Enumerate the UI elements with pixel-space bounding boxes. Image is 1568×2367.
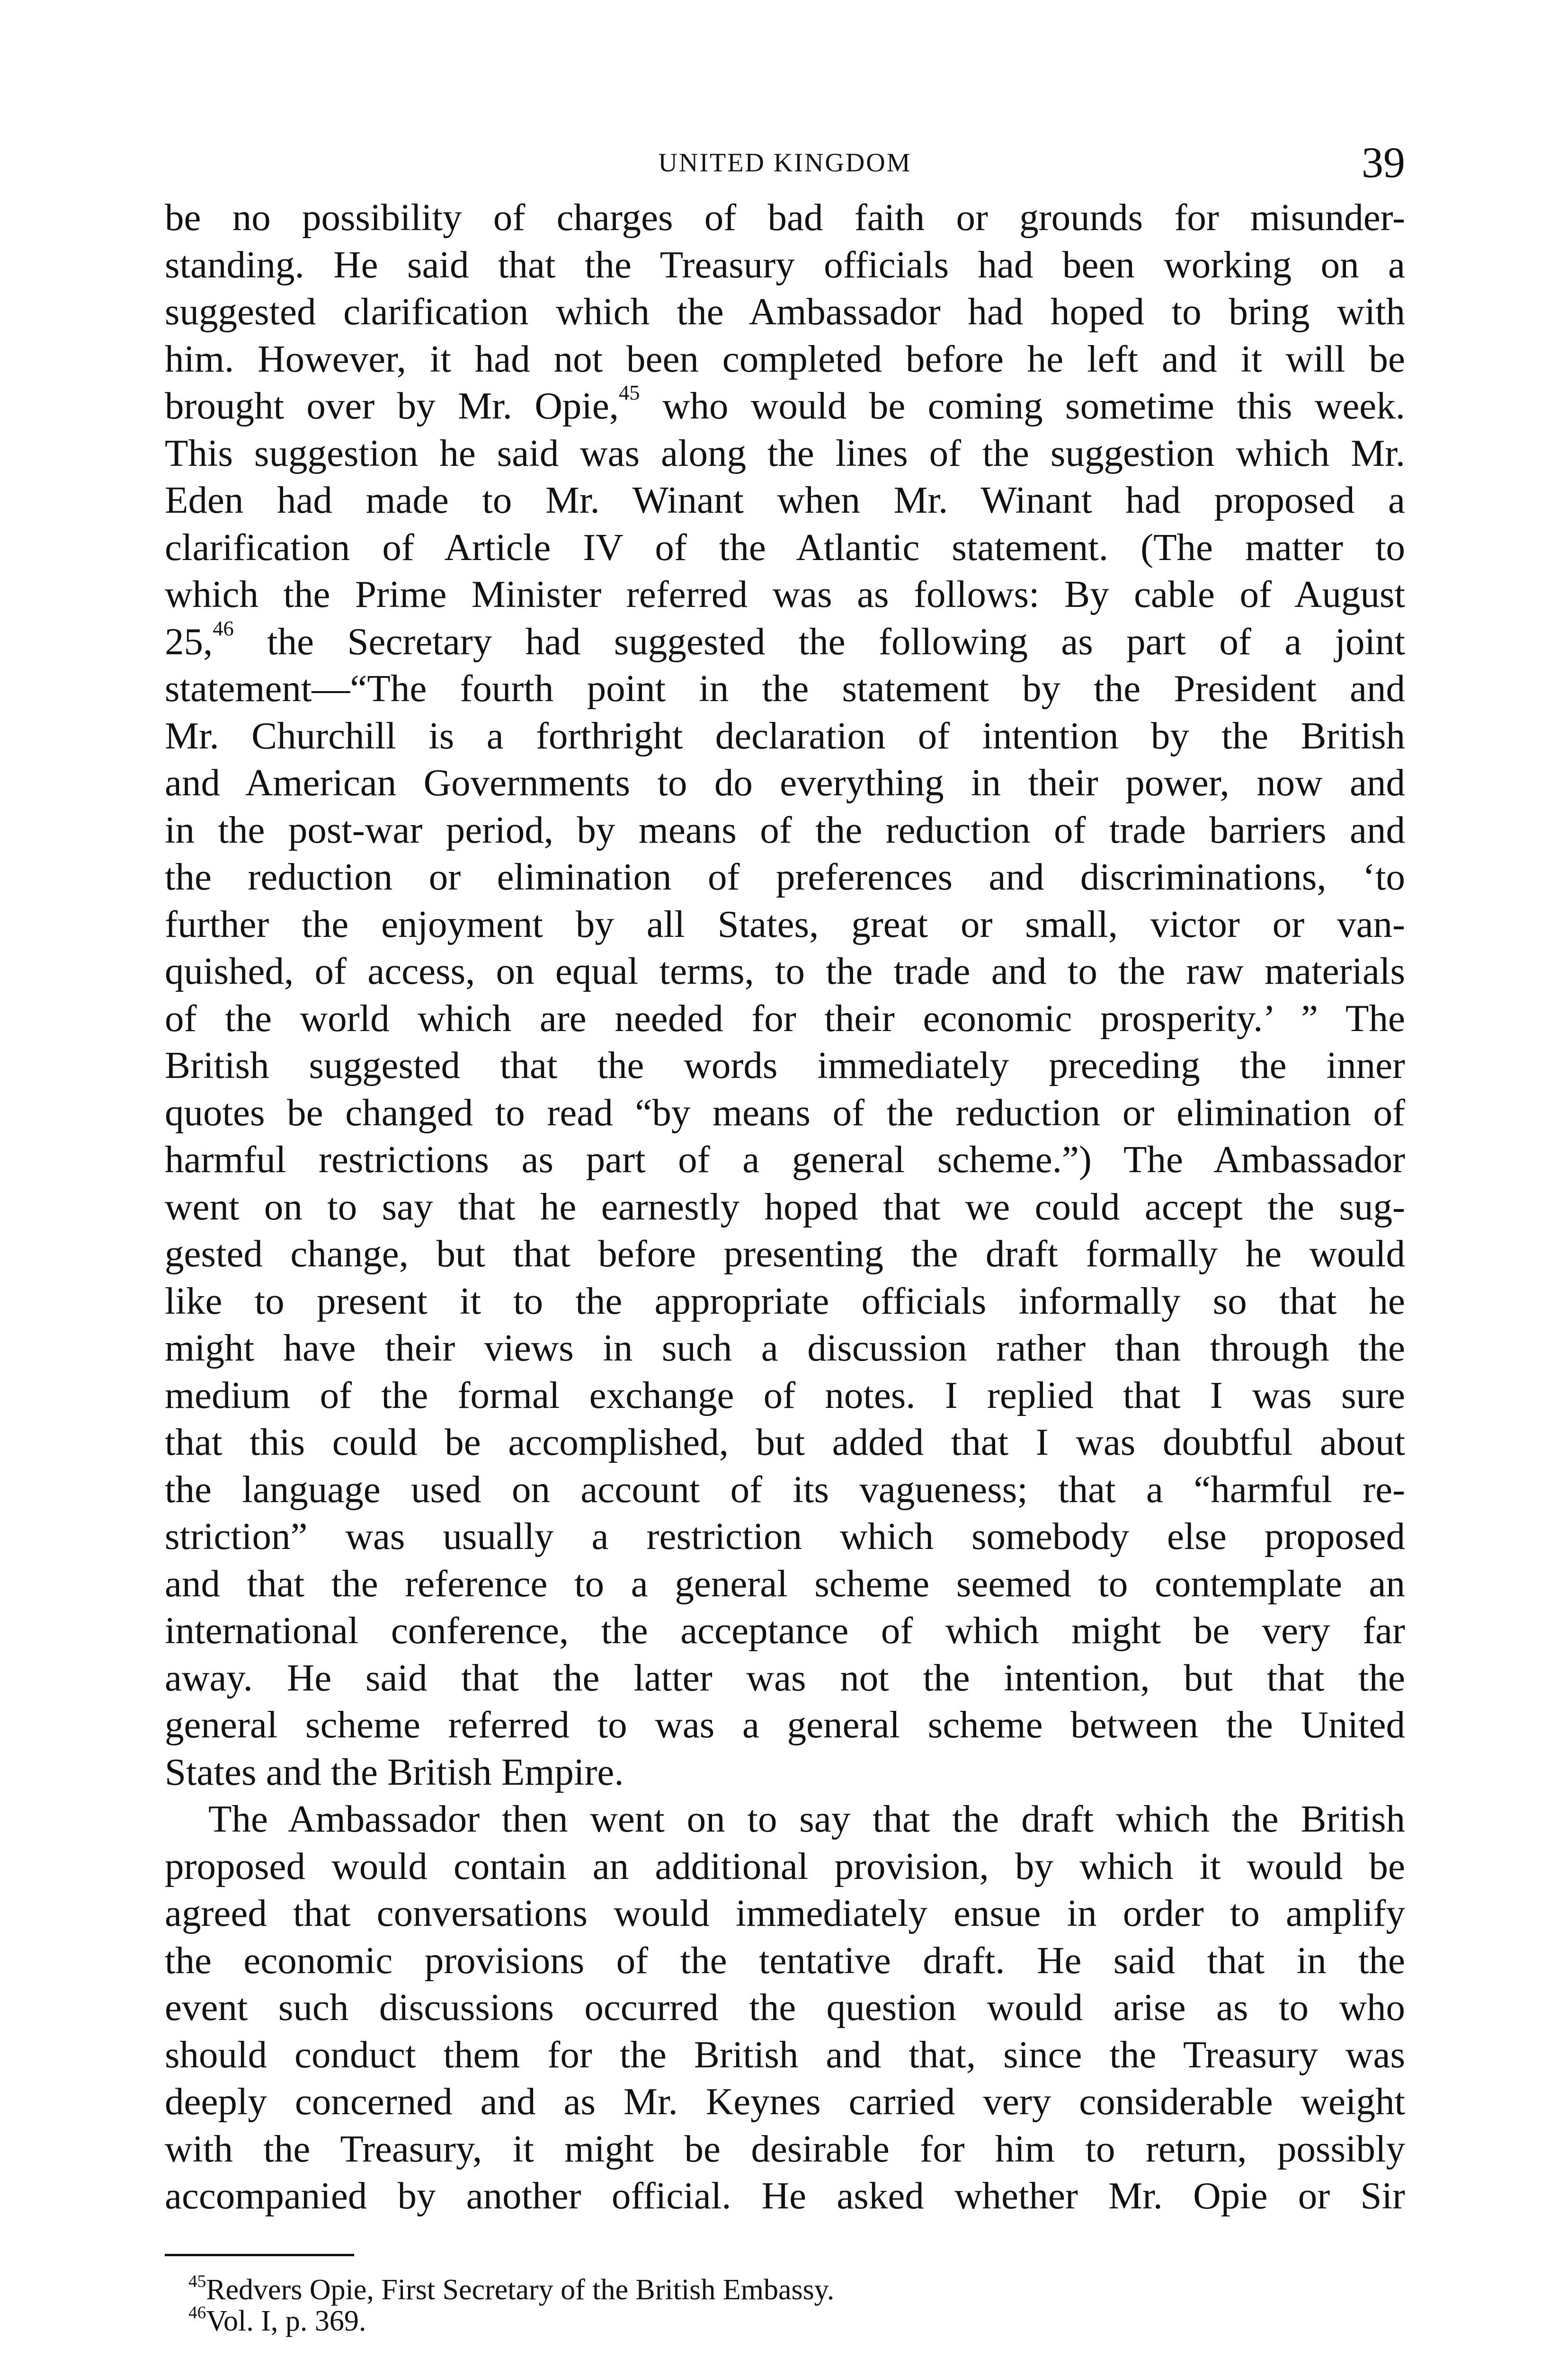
text-line: went on to say that he earnestly hoped that we could accept the sug- (165, 1185, 1405, 1228)
running-header (165, 137, 1405, 194)
text-line: Eden had made to Mr. Winant when Mr. Winant had proposed a (165, 479, 1405, 521)
footnote-mark: 46 (188, 2303, 206, 2323)
footnote-text: Vol. I, p. 369. (206, 2305, 366, 2337)
footnote-divider (165, 2254, 354, 2256)
text-line: This suggestion he said was along the lines of the suggestion which Mr. (165, 431, 1405, 474)
paragraph-1 (165, 194, 1405, 1796)
text-line: be no possibility of charges of bad faith or grounds for misunder- (165, 196, 1405, 239)
text-line: of the world which are needed for their economic prosperity.’ ” The (165, 997, 1405, 1040)
footnote-45 (188, 2271, 1405, 2306)
footnotes (165, 2271, 1405, 2337)
text-segment: who would be coming sometime this week. (662, 384, 1406, 427)
text-line (165, 380, 1406, 430)
text-line: medium of the formal exchange of notes. I replied that I was sure (165, 1373, 1405, 1416)
text-line: international conference, the acceptance of which might be very far (165, 1609, 1405, 1652)
body-text (165, 194, 1405, 2220)
footnote-text: Redvers Opie, First Secretary of the British Embassy. (206, 2273, 835, 2306)
text-line: with the Treasury, it might be desirable for him to return, possibly (165, 2127, 1405, 2170)
text-line: further the enjoyment by all States, great or small, victor or van- (165, 902, 1405, 945)
running-title: UNITED KINGDOM (658, 148, 912, 178)
text-line: agreed that conversations would immediately ensue in order to amplify (165, 1892, 1405, 1934)
text-line: general scheme referred to was a general scheme between the United (165, 1703, 1405, 1746)
text-line: him. However, it had not been completed before he left and it will be (165, 337, 1405, 380)
text-line: striction” was usually a restriction which somebody else proposed (165, 1515, 1405, 1557)
text-line: proposed would contain an additional provision, by which it would be (165, 1844, 1405, 1887)
text-line: quished, of access, on equal terms, to the trade and to the raw materials (165, 950, 1405, 992)
text-line: Mr. Churchill is a forthright declaration of intention by the British (165, 714, 1405, 757)
text-line: and that the reference to a general scheme seemed to contemplate an (165, 1562, 1405, 1605)
text-line: States and the British Empire. (165, 1750, 624, 1793)
text-line: in the post-war period, by means of the reduction of trade barriers and (165, 808, 1405, 851)
text-line: quotes be changed to read “by means of the reduction or elimination of (165, 1091, 1405, 1134)
text-line: and American Governments to do everything in their power, now and (165, 761, 1405, 804)
text-segment: 25, (165, 620, 213, 663)
text-segment: the Secretary had suggested the following as part of a joint (267, 620, 1405, 663)
text-line: the reduction or elimination of preferences and discriminations, ‘to (165, 855, 1405, 898)
text-line: suggested clarification which the Ambassador had hoped to bring with (165, 290, 1405, 333)
paragraph-2 (165, 1796, 1405, 2220)
text-line (165, 618, 1405, 666)
text-line: like to present it to the appropriate officials informally so that he (165, 1279, 1405, 1322)
text-line: the language used on account of its vagueness; that a “harmful re- (165, 1468, 1405, 1511)
text-line: British suggested that the words immediately preceding the inner (165, 1044, 1405, 1086)
text-segment: brought over by Mr. Opie, (165, 384, 619, 427)
footnote-46 (188, 2305, 1405, 2337)
text-line: The Ambassador then went on to say that the draft which the British (208, 1797, 1405, 1840)
footnote-ref-46[interactable]: 46 (213, 616, 234, 640)
document-page (165, 137, 1405, 2337)
text-line: might have their views in such a discussion rather than through the (165, 1326, 1405, 1369)
text-line: gested change, but that before presenting the draft formally he would (165, 1232, 1405, 1275)
text-line: the economic provisions of the tentative draft. He said that in the (165, 1939, 1405, 1982)
text-line: deeply concerned and as Mr. Keynes carried very considerable weight (165, 2080, 1405, 2123)
text-line: accompanied by another official. He asked whether Mr. Opie or Sir (165, 2174, 1405, 2217)
text-line: clarification of Article IV of the Atlantic statement. (The matter to (165, 525, 1405, 569)
text-line: which the Prime Minister referred was as follows: By cable of August (165, 573, 1405, 615)
text-line: harmful restrictions as part of a general scheme.”) The Ambassador (165, 1138, 1405, 1181)
text-line: standing. He said that the Treasury officials had been working on a (165, 243, 1405, 286)
text-line: should conduct them for the British and that, since the Treasury was (165, 2033, 1405, 2076)
text-line: that this could be accomplished, but added that I was doubtful about (165, 1421, 1405, 1463)
footnote-ref-45[interactable]: 45 (619, 380, 640, 404)
text-line: away. He said that the latter was not the intention, but that the (165, 1656, 1405, 1699)
text-line: statement—“The fourth point in the statement by the President and (165, 667, 1405, 710)
text-line: event such discussions occurred the question would arise as to who (165, 1986, 1405, 2029)
page-number: 39 (1362, 138, 1405, 187)
footnote-mark: 45 (188, 2271, 206, 2291)
